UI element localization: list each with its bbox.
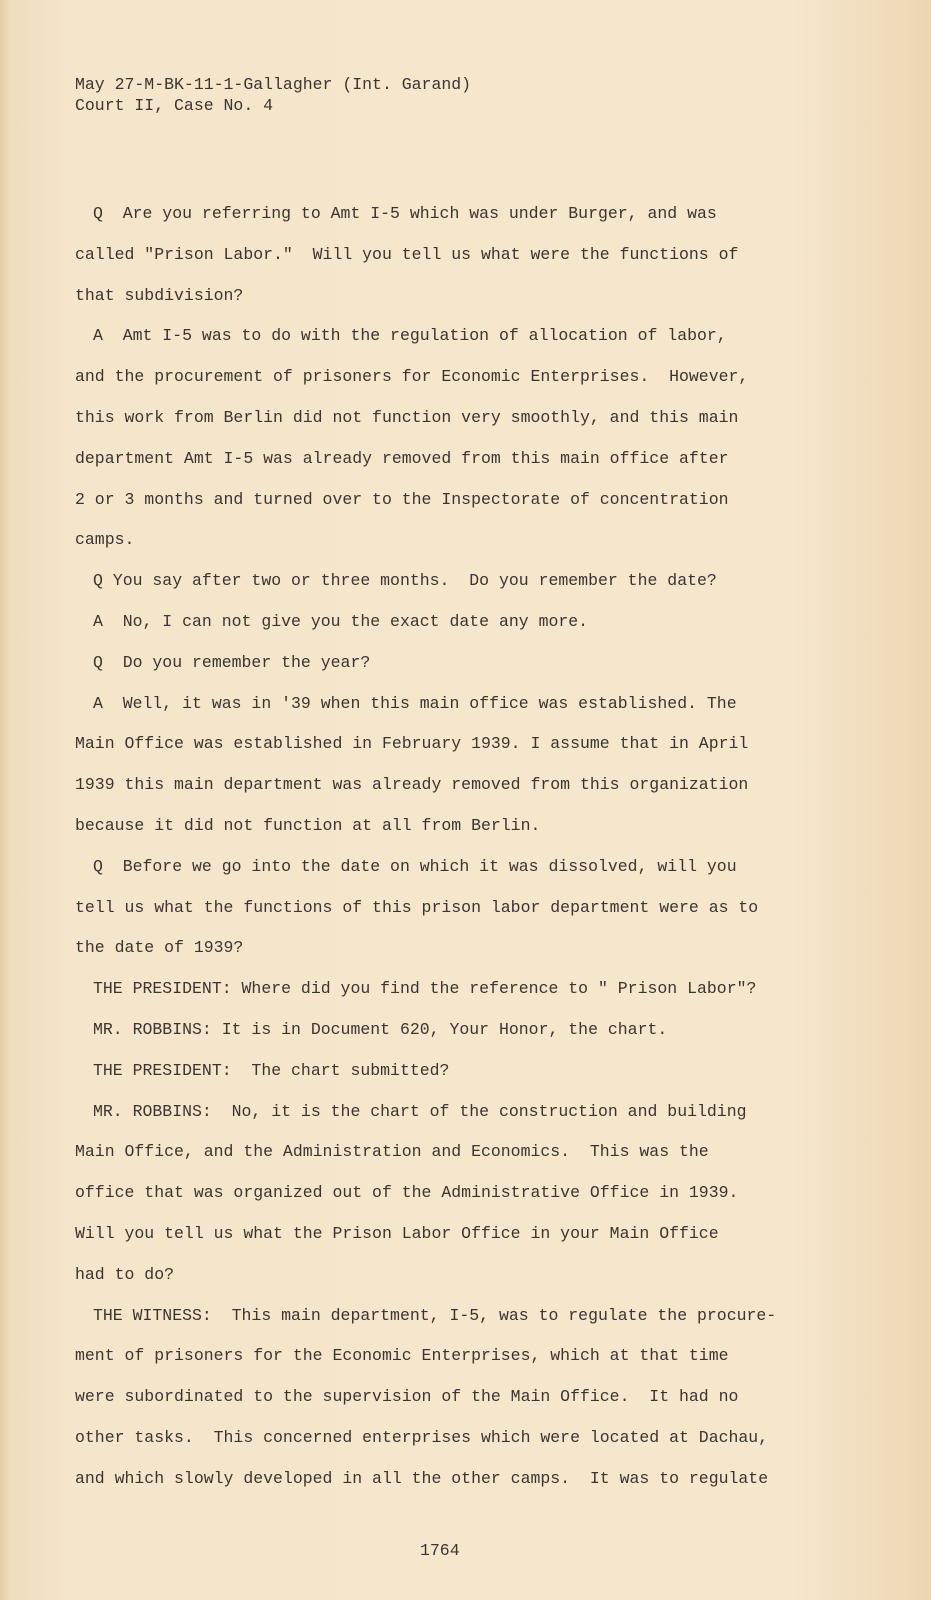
- transcript-line: office that was organized out of the Administrative Office in 1939.: [75, 1183, 739, 1203]
- transcript-line: Q Are you referring to Amt I-5 which was under Burger, and was: [93, 204, 717, 223]
- transcript-line: ment of prisoners for the Economic Enterprises, which at that time: [75, 1346, 729, 1366]
- transcript-line: camps.: [75, 530, 135, 550]
- transcript-line: had to do?: [75, 1264, 175, 1284]
- transcript-line: Main Office was established in February 1939. I assume that in April: [75, 734, 749, 754]
- document-header: [75, 74, 471, 116]
- transcript-line: Q Before we go into the date on which it was dissolved, will you: [93, 856, 737, 876]
- transcript-line: that subdivision?: [75, 285, 244, 305]
- transcript-line: department Amt I-5 was already removed from this main office after: [75, 448, 729, 468]
- transcript-line: THE WITNESS: This main department, I-5, was to regulate the procure-: [93, 1305, 777, 1325]
- page-edge: [0, 0, 10, 1600]
- transcript-line: the date of 1939?: [75, 938, 244, 958]
- transcript-line: called "Prison Labor." Will you tell us what were the functions of: [75, 244, 739, 264]
- transcript-line: because it did not function at all from Berlin.: [75, 815, 541, 835]
- transcript-line: Will you tell us what the Prison Labor Office in your Main Office: [75, 1223, 719, 1243]
- transcript-line: 1939 this main department was already removed from this organization: [75, 775, 749, 795]
- transcript-line: THE PRESIDENT: Where did you find the reference to " Prison Labor"?: [93, 979, 757, 999]
- page-number: 1764: [420, 1541, 460, 1560]
- transcript-line: A Amt I-5 was to do with the regulation of allocation of labor,: [93, 326, 727, 346]
- transcript-line: Main Office, and the Administration and Economics. This was the: [75, 1142, 709, 1162]
- transcript-line: other tasks. This concerned enterprises which were located at Dachau,: [75, 1427, 769, 1447]
- transcript-line: THE PRESIDENT: The chart submitted?: [93, 1060, 450, 1080]
- header-line-1: May 27-M-BK-11-1-Gallagher (Int. Garand): [75, 75, 472, 94]
- transcript-line: and which slowly developed in all the other camps. It was to regulate: [75, 1468, 769, 1488]
- transcript-line: 2 or 3 months and turned over to the Inspectorate of concentration: [75, 489, 729, 509]
- transcript-line: A No, I can not give you the exact date any more.: [93, 611, 589, 631]
- transcript-line: Q Do you remember the year?: [93, 652, 371, 672]
- transcript-line: and the procurement of prisoners for Economic Enterprises. However,: [75, 367, 749, 387]
- transcript-line: MR. ROBBINS: No, it is the chart of the construction and building: [93, 1101, 747, 1121]
- transcript-line: Q You say after two or three months. Do you remember the date?: [93, 571, 717, 591]
- transcript-line: A Well, it was in '39 when this main office was established. The: [93, 693, 737, 713]
- transcript-line: tell us what the functions of this prison labor department were as to: [75, 897, 759, 917]
- header-line-2: Court II, Case No. 4: [75, 96, 274, 115]
- transcript-body: [75, 194, 905, 1500]
- transcript-line: were subordinated to the supervision of the Main Office. It had no: [75, 1387, 739, 1407]
- transcript-line: MR. ROBBINS: It is in Document 620, Your Honor, the chart.: [93, 1019, 668, 1039]
- transcript-line: this work from Berlin did not function very smoothly, and this main: [75, 407, 739, 427]
